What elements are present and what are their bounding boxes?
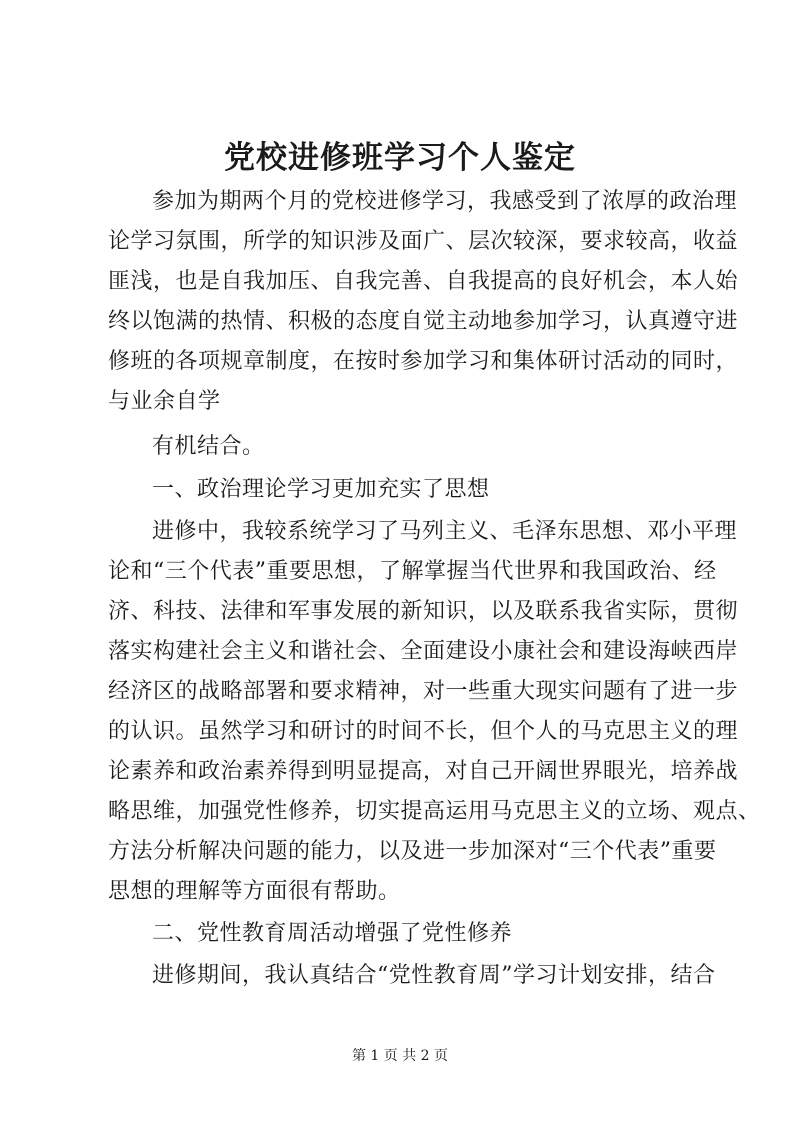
section-heading: 一、政治理论学习更加充实了思想	[152, 477, 490, 502]
body-line: 落实构建社会主义和谐社会、全面建设小康社会和建设海峡西岸	[108, 639, 739, 664]
body-line: 济、科技、法律和军事发展的新知识，以及联系我省实际，贯彻	[108, 599, 739, 624]
body-line: 与业余自学	[108, 389, 221, 414]
body-line: 修班的各项规章制度，在按时参加学习和集体研讨活动的同时，	[108, 349, 739, 374]
body-line: 匪浅，也是自我加压、自我完善、自我提高的良好机会，本人始	[108, 269, 739, 294]
body-line: 略思维，加强党性修养，切实提高运用马克思主义的立场、观点、	[108, 799, 761, 824]
body-line: 方法分析解决问题的能力，以及进一步加深对“三个代表”重要	[108, 839, 717, 864]
body-line: 论和“三个代表”重要思想，了解掌握当代世界和我国政治、经	[108, 559, 717, 584]
body-line: 进修中，我较系统学习了马列主义、毛泽东思想、邓小平理	[152, 519, 738, 544]
body-line: 思想的理解等方面很有帮助。	[108, 879, 401, 904]
body-line: 经济区的战略部署和要求精神，对一些重大现实问题有了进一步	[108, 679, 739, 704]
body-line: 进修期间，我认真结合“党性教育周”学习计划安排，结合	[152, 963, 716, 988]
page-footer: 第 1 页 共 2 页	[351, 1048, 449, 1064]
document-title: 党校进修班学习个人鉴定	[224, 140, 576, 176]
body-line: 论学习氛围，所学的知识涉及面广、层次较深，要求较高，收益	[108, 229, 739, 254]
body-line: 参加为期两个月的党校进修学习，我感受到了浓厚的政治理	[152, 189, 738, 214]
body-line: 的认识。虽然学习和研讨的时间不长，但个人的马克思主义的理	[108, 719, 739, 744]
body-line: 论素养和政治素养得到明显提高，对自己开阔世界眼光，培养战	[108, 759, 739, 784]
body-line: 终以饱满的热情、积极的态度自觉主动地参加学习，认真遵守进	[108, 309, 739, 334]
body-line: 有机结合。	[152, 434, 265, 459]
section-heading: 二、党性教育周活动增强了党性修养	[152, 921, 513, 946]
